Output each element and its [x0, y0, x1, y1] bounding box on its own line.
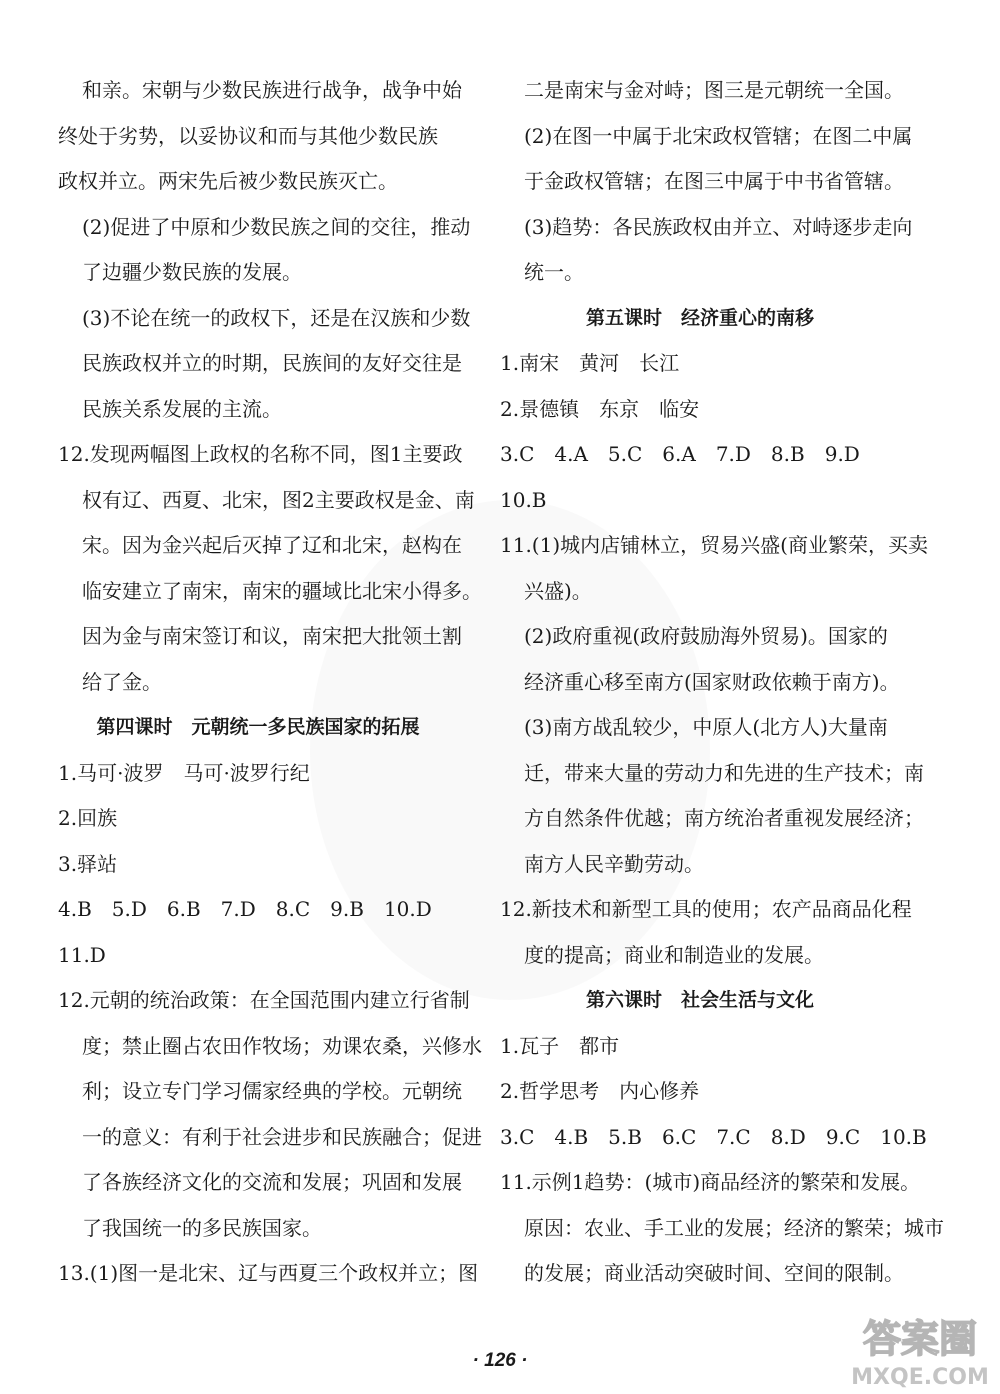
section-heading: 第六课时 社会生活与文化 — [585, 989, 814, 1011]
text-line: 兴盛)。 — [524, 578, 592, 603]
watermark-logo — [845, 1306, 995, 1390]
text-line: 南方人民辛勤劳动。 — [524, 851, 704, 876]
text-line: 了我国统一的多民族国家。 — [82, 1215, 322, 1240]
watermark-url: MXQE.COM — [851, 1365, 989, 1390]
question-12: 12.元朝的统治政策：在全国范围内建立行省制 — [58, 988, 470, 1012]
text-line: 一的意义：有利于社会进步和民族融合；促进 — [82, 1124, 482, 1149]
text-line: 政权并立。两宋先后被少数民族灭亡。 — [58, 169, 398, 193]
question-12: 12.发现两幅图上政权的名称不同，图1主要政 — [58, 442, 463, 466]
text-line: (3)南方战乱较少，中原人(北方人)大量南 — [524, 715, 888, 739]
answer-line: 1.马可·波罗 马可·波罗行纪 — [58, 760, 310, 785]
answer-line: 1.瓦子 都市 — [500, 1033, 620, 1058]
text-line: (3)趋势：各民族政权由并立、对峙逐步走向 — [524, 214, 913, 239]
text-line: (2)在图一中属于北宋政权管辖；在图二中属 — [524, 123, 913, 148]
section-heading: 第四课时 元朝统一多民族国家的拓展 — [96, 716, 420, 738]
answer-line: 3.驿站 — [58, 851, 118, 876]
text-line: 二是南宋与金对峙；图三是元朝统一全国。 — [524, 78, 904, 102]
text-line: 终处于劣势，以妥协议和而与其他少数民族 — [58, 123, 438, 148]
right-column — [500, 68, 944, 1297]
answer-line: 11.D — [58, 942, 106, 967]
text-line: 度；禁止圈占农田作牧场；劝课农桑，兴修水 — [82, 1033, 482, 1058]
text-line: 统一。 — [524, 260, 584, 284]
text-line: 度的提高；商业和制造业的发展。 — [524, 942, 824, 967]
text-line: 的发展；商业活动突破时间、空间的限制。 — [524, 1261, 904, 1285]
question-12: 12.新技术和新型工具的使用；农产品商品化程 — [500, 897, 912, 921]
text-line: (2)促进了中原和少数民族之间的交往，推动 — [82, 214, 471, 239]
text-line: 因为金与南宋签订和议，南宋把大批领土割 — [82, 624, 462, 648]
answer-line: 1.南宋 黄河 长江 — [500, 351, 680, 375]
text-line: 了各族经济文化的交流和发展；巩固和发展 — [82, 1170, 462, 1194]
text-line: 临安建立了南宋，南宋的疆域比北宋小得多。 — [82, 578, 482, 603]
text-line: 方自然条件优越；南方统治者重视发展经济； — [524, 806, 924, 830]
text-line: 民族关系发展的主流。 — [82, 396, 282, 421]
answer-line: 4.B 5.D 6.B 7.D 8.C 9.B 10.D — [58, 897, 432, 921]
text-line: 原因：农业、手工业的发展；经济的繁荣；城市 — [524, 1215, 944, 1240]
answer-line: 2.哲学思考 内心修养 — [500, 1079, 700, 1103]
answer-line: 10.B — [500, 487, 547, 512]
left-column — [58, 68, 482, 1297]
question-13: 13.(1)图一是北宋、辽与西夏三个政权并立；图 — [58, 1261, 479, 1285]
answer-line: 3.C 4.A 5.C 6.A 7.D 8.B 9.D — [500, 442, 860, 466]
text-line: 经济重心移至南方(国家财政依赖于南方)。 — [524, 669, 900, 694]
text-line: 和亲。宋朝与少数民族进行战争，战争中始 — [82, 78, 462, 102]
text-line: (3)不论在统一的政权下，还是在汉族和少数 — [82, 305, 471, 330]
text-line: 宋。因为金兴起后灭掉了辽和北宋，赵构在 — [82, 533, 462, 557]
question-11: 11.示例1趋势：(城市)商品经济的繁荣和发展。 — [500, 1170, 921, 1194]
watermark-text: 答案圈 — [862, 1317, 978, 1361]
page-number: · 126 · — [472, 1350, 528, 1371]
text-line: 利；设立专门学习儒家经典的学校。元朝统 — [82, 1079, 462, 1103]
text-line: 迁，带来大量的劳动力和先进的生产技术；南 — [524, 760, 924, 785]
section-heading: 第五课时 经济重心的南移 — [585, 306, 814, 329]
text-line: (2)政府重视(政府鼓励海外贸易)。国家的 — [524, 624, 888, 648]
answer-line: 2.回族 — [58, 806, 118, 830]
question-11: 11.(1)城内店铺林立，贸易兴盛(商业繁荣，买卖 — [500, 533, 928, 557]
answer-line: 3.C 4.B 5.B 6.C 7.C 8.D 9.C 10.B — [500, 1124, 927, 1149]
text-line: 于金政权管辖；在图三中属于中书省管辖。 — [524, 169, 904, 193]
text-line: 给了金。 — [82, 669, 162, 694]
text-line: 民族政权并立的时期，民族间的友好交往是 — [82, 351, 462, 375]
text-line: 了边疆少数民族的发展。 — [82, 260, 302, 284]
text-line: 权有辽、西夏、北宋，图2主要政权是金、南 — [82, 487, 475, 512]
answer-line: 2.景德镇 东京 临安 — [500, 396, 700, 421]
